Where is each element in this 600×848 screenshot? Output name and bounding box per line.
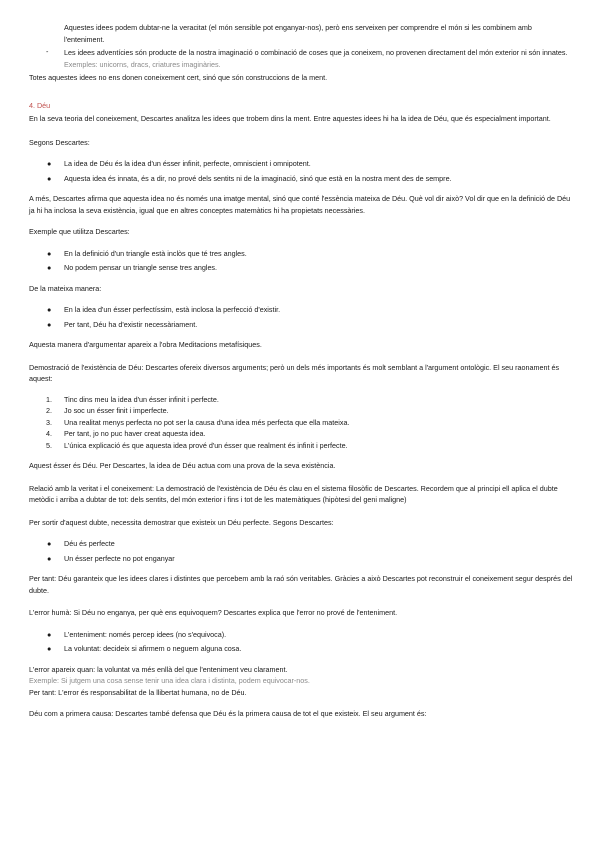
list-item: 4. Per tant, jo no puc haver creat aquesta idea. bbox=[46, 429, 206, 438]
pertant-paragraph: Per tant: Déu garanteix que les idees clares i distintes que percebem amb la raó són veritables. Gràcies a això Descartes pot reconstruir el coneixement segur després del dubte. bbox=[29, 574, 573, 595]
summary-paragraph: Totes aquestes idees no ens donen coneixement cert, sinó que són construccions de la ment. bbox=[29, 73, 328, 82]
list-item: ● En la definició d'un triangle està inclòs que té tres angles. bbox=[47, 248, 247, 258]
exemple-paragraph: Exemple que utilitza Descartes: bbox=[29, 227, 130, 236]
triangle-list bbox=[29, 248, 574, 274]
relacio-paragraph: Relació amb la veritat i el coneixement: La demostració de l'existència de Déu és clau en el sistema filosòfic de Descartes. Recordem que al principi ell aplica el dubte metòdic i arriba a dubtar de tot: dels sentits, del món exterior i fins i tot de les matemàtiques (hipòtesi del geni maligne) bbox=[29, 483, 558, 504]
perfect-god-list bbox=[29, 538, 574, 564]
primera-causa-paragraph: Déu com a primera causa: Descartes també defensa que Déu és la primera causa de tot el que existeix. El seu argument és: bbox=[29, 709, 427, 718]
responsabilitat-paragraph: Per tant: L'error és responsabilitat de la llibertat humana, no de Déu. bbox=[29, 687, 247, 697]
idea-god-list bbox=[29, 158, 574, 184]
bullet-icon: ● bbox=[47, 159, 52, 168]
list-item: 3. Una realitat menys perfecta no pot ser la causa d'una idea més perfecta que ella mateixa. bbox=[46, 417, 350, 427]
list-item: ● En la idea d'un ésser perfectíssim, està inclosa la perfecció d'existir. bbox=[47, 305, 281, 314]
bullet-icon: ● bbox=[47, 553, 52, 563]
bullet-icon: ● bbox=[47, 263, 52, 272]
list-item: 1. Tinc dins meu la idea d'un ésser infinit i perfecte. bbox=[46, 394, 219, 404]
perfection-list bbox=[29, 304, 574, 330]
reasoning-list bbox=[29, 394, 574, 452]
argument-paragraph: Aquesta manera d'argumentar apareix a l'obra Meditacions metafísiques. bbox=[29, 340, 262, 349]
section-title: 4. Déu bbox=[29, 100, 51, 110]
list-number: 5. bbox=[46, 440, 52, 450]
segons-paragraph: Segons Descartes: bbox=[29, 137, 90, 147]
list-number: 1. bbox=[46, 394, 52, 404]
demostracio-paragraph: Demostració de l'existència de Déu: Descartes ofereix diversos arguments; però un dels més importants és molt semblant a l'argument ontològic. El seu raonament és aquest: bbox=[29, 362, 560, 383]
document-page bbox=[29, 22, 574, 729]
bullet-icon: ● bbox=[47, 629, 52, 639]
list-number: 3. bbox=[46, 417, 52, 427]
list-item: 2. Jo soc un ésser finit i imperfecte. bbox=[46, 406, 169, 415]
list-item: ● Un ésser perfecte no pot enganyar bbox=[47, 553, 175, 563]
exemple-error-paragraph: Exemple: Si jutgem una cosa sense tenir una idea clara i distinta, podem equivocar-nos. bbox=[29, 676, 310, 685]
dash-list-item bbox=[29, 47, 574, 70]
bullet-icon: ● bbox=[47, 305, 52, 314]
bullet-icon: ● bbox=[47, 319, 52, 329]
dash-example: Exemples: unicorns, dracs, criatures imaginàries. bbox=[64, 59, 221, 69]
dash-bullet: - bbox=[46, 47, 49, 56]
list-number: 4. bbox=[46, 429, 52, 438]
list-item: ● Aquesta idea és innata, és a dir, no prové dels sentits ni de la imaginació, sinó que està en la nostra ment des de sempre. bbox=[47, 173, 452, 183]
error-paragraph: L'error humà: Si Déu no enganya, per què ens equivoquem? Descartes explica que l'error no prové de l'enteniment. bbox=[29, 608, 398, 617]
bullet-icon: ● bbox=[47, 644, 52, 653]
list-item: ● L'enteniment: només percep idees (no s'equivoca). bbox=[47, 629, 227, 639]
error-list bbox=[29, 629, 574, 655]
list-item: ● La idea de Déu és la idea d'un ésser infinit, perfecte, omniscient i omnipotent. bbox=[47, 159, 311, 168]
manera-paragraph: De la mateixa manera: bbox=[29, 283, 102, 293]
list-item: ● No podem pensar un triangle sense tres angles. bbox=[47, 263, 218, 272]
apareix-paragraph: L'error apareix quan: la voluntat va més enllà del que l'enteniment veu clarament. bbox=[29, 664, 288, 674]
bullet-icon: ● bbox=[47, 539, 52, 548]
ames-paragraph: A més, Descartes afirma que aquesta idea no és només una imatge mental, sinó que conté l'essència mateixa de Déu. Què vol dir això? Vol dir que en la definició de Déu ja hi ha inclosa la seva existència, igual que en altres conceptes matemàtics hi ha propietats necessàries. bbox=[29, 194, 571, 215]
bullet-icon: ● bbox=[47, 248, 52, 258]
list-item: 5. L'única explicació és que aquesta idea prové d'un ésser que realment és infinit i perfecte. bbox=[46, 440, 348, 450]
list-number: 2. bbox=[46, 406, 52, 415]
list-item: ● Per tant, Déu ha d'existir necessàriament. bbox=[47, 319, 198, 329]
sortir-paragraph: Per sortir d'aquest dubte, necessita demostrar que existeix un Déu perfecte. Segons Descartes: bbox=[29, 517, 334, 527]
list-item: ● La voluntat: decideix si afirmem o neguem alguna cosa. bbox=[47, 644, 242, 653]
bullet-icon: ● bbox=[47, 173, 52, 183]
dash-item-text: Les idees adventícies són producte de la nostra imaginació o combinació de coses que ja coneixem, no provenen directament del món exterior ni són innates. bbox=[64, 48, 568, 57]
theory-paragraph: En la seva teoria del coneixement, Descartes analitza les idees que trobem dins la ment. Entre aquestes idees hi ha la idea de Déu, que és especialment important. bbox=[29, 114, 551, 123]
esser-paragraph: Aquest ésser és Déu. Per Descartes, la idea de Déu actua com una prova de la seva existència. bbox=[29, 461, 336, 470]
list-item: ● Déu és perfecte bbox=[47, 539, 115, 548]
intro-paragraph: Aquestes idees podem dubtar-ne la veracitat (el món sensible pot enganyar-nos), però ens serveixen per comprendre el món si les combinem amb l'enteniment. bbox=[64, 23, 532, 44]
